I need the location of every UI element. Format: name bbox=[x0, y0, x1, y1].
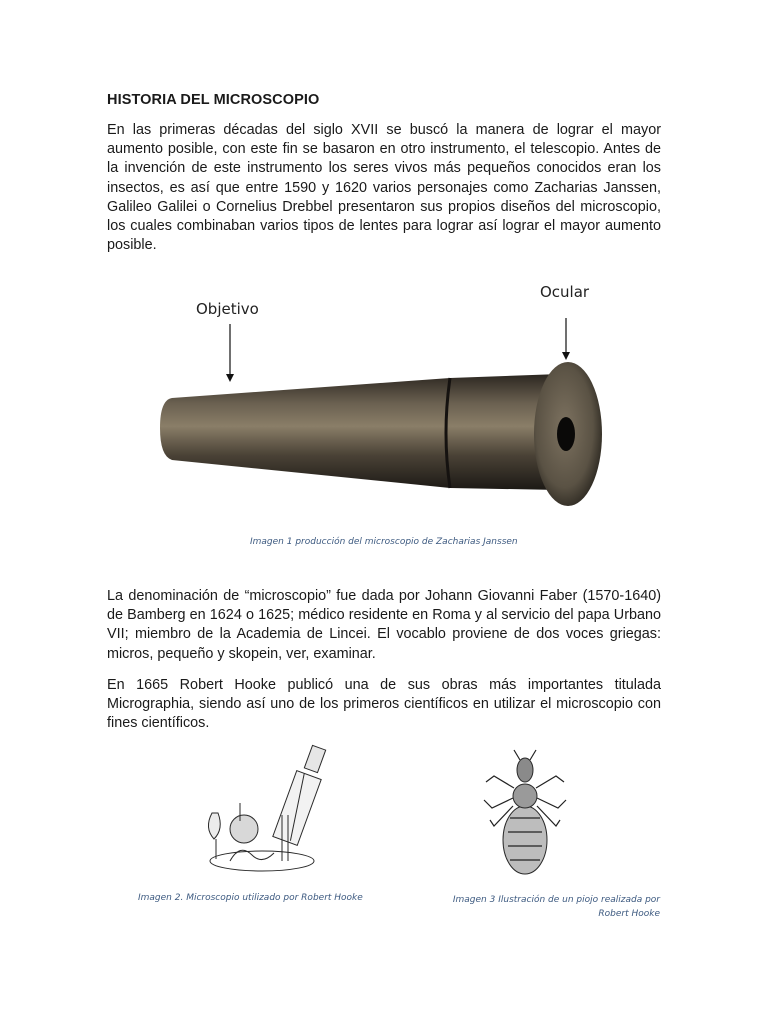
caption-figure-1: Imagen 1 producción del microscopio de Zacharias Janssen bbox=[250, 537, 518, 547]
label-objetivo: Objetivo bbox=[196, 300, 259, 318]
paragraph-hooke: En 1665 Robert Hooke publicó una de sus obras más importantes titulada Micrographia, siendo así uno de los primeros científicos en utilizar el microscopio con fines científicos. bbox=[107, 677, 661, 732]
paragraph-denominacion: La denominación de “microscopio” fue dada por Johann Giovanni Faber (1570-1640) de Bamberg en 1624 o 1625; médico residente en Roma y al servicio del papa Urbano VII; miembro de la Academia de Lincei. El vocablo proviene de dos voces griegas: micros, pequeño y skopein, ver, examinar. bbox=[107, 588, 661, 662]
document-title: HISTORIA DEL MICROSCOPIO bbox=[107, 92, 320, 108]
hooke-louse-figure bbox=[480, 748, 570, 883]
tube-body bbox=[160, 374, 560, 490]
hooke-microscope-figure bbox=[200, 743, 340, 883]
caption-figure-3: Imagen 3 Ilustración de un piojo realizada por Robert Hooke bbox=[452, 895, 660, 919]
janssen-microscope-figure bbox=[150, 318, 610, 518]
label-ocular: Ocular bbox=[540, 283, 590, 301]
caption-figure-2: Imagen 2. Microscopio utilizado por Robert Hooke bbox=[138, 893, 363, 903]
arrow-ocular-head bbox=[562, 352, 570, 360]
eyepiece-hole bbox=[557, 417, 575, 451]
arrow-objetivo-head bbox=[226, 374, 234, 382]
paragraph-intro: En las primeras décadas del siglo XVII se buscó la manera de lograr el mayor aumento posible, con este fin se basaron en otro instrumento, el telescopio. Antes de la invención de este instrumento los seres vivos más pequeños conocidos eran los insectos, es así que entre 1590 y 1620 varios personajes como Zacharias Janssen, Galileo Galilei o Cornelius Drebbel presentaron sus propios diseños del microscopio, los cuales combinaban varios tipos de lentes para lograr así lograr el mayor aumento posible. bbox=[107, 122, 661, 254]
